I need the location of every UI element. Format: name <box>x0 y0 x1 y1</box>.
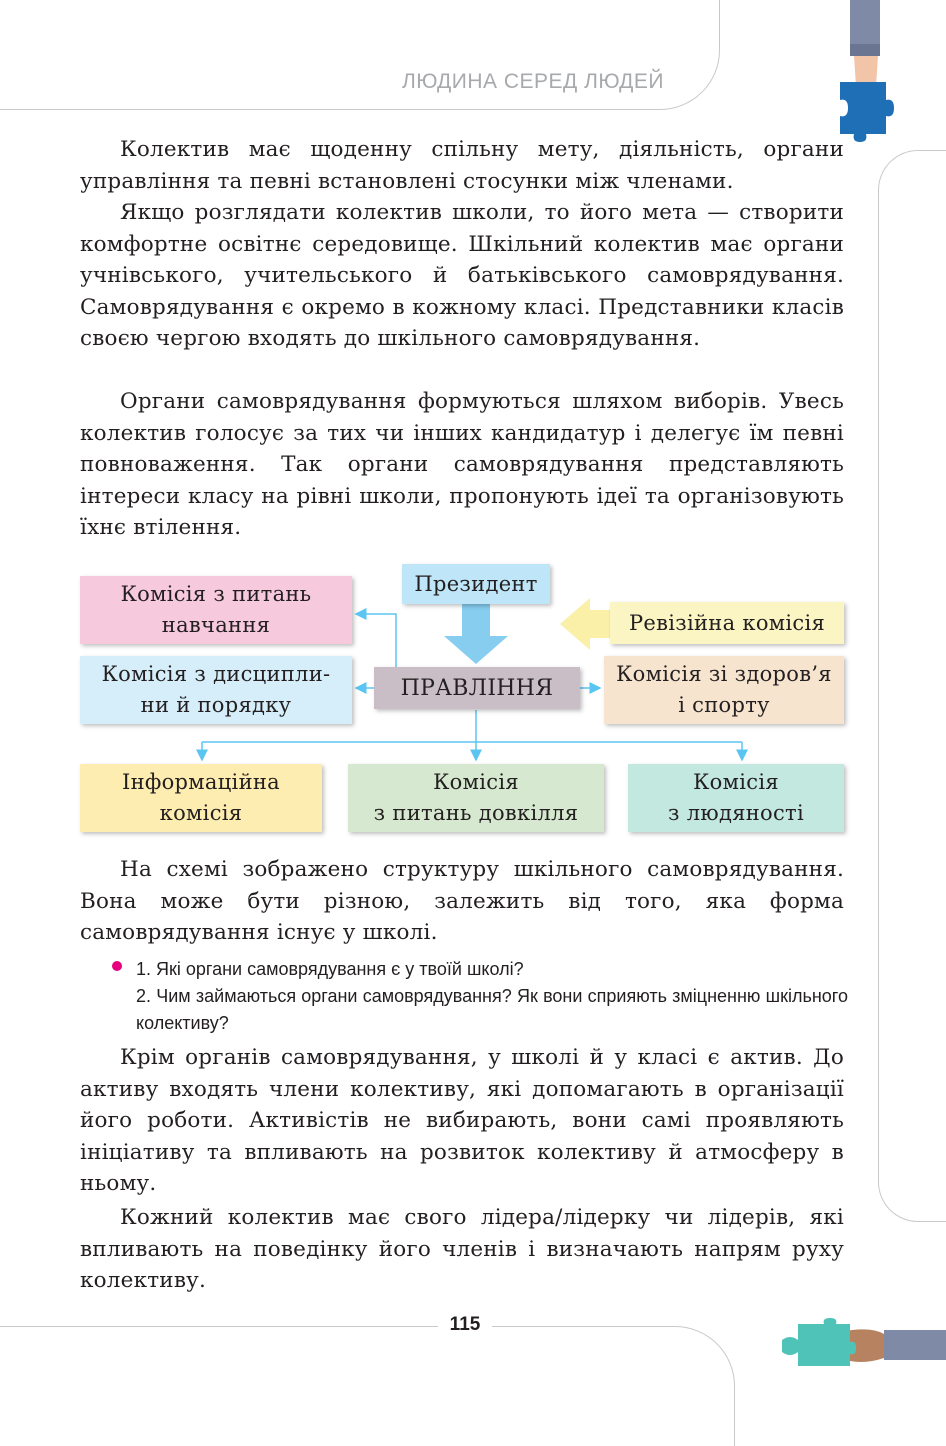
paragraph-2: Якщо розглядати колектив школи, то його мета — створити комфортне освітнє середовище. Шкільний колектив має органи учнівського, учительського й батьківського самоврядування. Самоврядування є окремо в кожному класі. Представники класів своєю чергою входять до шкільного самоврядування. <box>80 200 844 351</box>
president-label: Президент <box>414 571 538 596</box>
humanity-commission-label-line1: Комісія <box>693 770 779 794</box>
page-number: 115 <box>438 1314 492 1336</box>
question-2: 2. Чим займаються органи самоврядування? Як вони сприяють зміцненню шкільного колективу? <box>136 986 848 1033</box>
paragraph-1: Колектив має щоденну спільну мету, діяльність, органи управління та певні встановлені стосунки між членами. <box>80 137 844 194</box>
audit-commission-label: Ревізійна комісія <box>628 610 826 635</box>
board-box <box>374 667 580 709</box>
humanity-commission-box <box>628 764 844 832</box>
paragraph-6: Кожний колектив має свого лідера/лідерку чи лідерів, які впливають на поведінку його членів і визначають напрям руху колективу. <box>80 1205 844 1293</box>
questions-bullet-icon <box>112 961 122 971</box>
environment-commission-label-line2: з питань довкілля <box>373 801 579 825</box>
environment-commission-box <box>348 764 604 832</box>
board-to-study-line <box>356 614 396 668</box>
paragraph-5: Крім органів самоврядування, у школі й у класі є актив. До активу входять члени колективу, які допомагають в організації його роботи. Активістів не вибирають, вони самі проявляють ініціативу та впливають на розвиток колективу й атмосферу в ньому. <box>80 1045 844 1196</box>
audit-commission-box <box>610 602 844 644</box>
audit-to-board-arrow <box>560 598 612 650</box>
running-header-title: ЛЮДИНА СЕРЕД ЛЮДЕЙ <box>401 70 664 93</box>
study-commission-box <box>80 576 352 644</box>
question-1: 1. Які органи самоврядування є у твоїй школі? <box>136 959 524 979</box>
board-label: ПРАВЛІННЯ <box>400 675 554 701</box>
questions-block <box>136 956 848 1037</box>
discipline-commission-box <box>80 656 352 724</box>
health-commission-box <box>604 656 844 724</box>
info-commission-box <box>80 764 322 832</box>
paragraph-4: На схемі зображено структуру шкільного самоврядування. Вона може бути різною, залежить від того, яка форма самоврядування існує у школі. <box>80 857 844 945</box>
president-to-board-arrow <box>444 602 508 664</box>
study-commission-label-line2: навчання <box>161 613 271 637</box>
paragraph-3: Органи самоврядування формуються шляхом виборів. Увесь колектив голосує за тих чи інших кандидатур і делегує їм певні повноваження. Так органи самоврядування представляють інтереси класу на рівні школи, пропонують ідеї та організовують їхнє втілення. <box>80 389 844 540</box>
health-commission-label-line2: і спорту <box>678 693 770 717</box>
info-commission-label-line2: комісія <box>159 801 243 825</box>
humanity-commission-label-line2: з людяності <box>668 801 804 825</box>
health-commission-label-line1: Комісія зі здоров’я <box>616 662 832 686</box>
discipline-commission-label-line1: Комісія з дисципли- <box>101 662 331 686</box>
discipline-commission-label-line2: ни й порядку <box>140 693 292 717</box>
environment-commission-label-line1: Комісія <box>433 770 519 794</box>
info-commission-label-line1: Інформаційна <box>121 770 280 794</box>
president-box <box>402 564 550 604</box>
study-commission-label-line1: Комісія з питань <box>120 582 312 606</box>
